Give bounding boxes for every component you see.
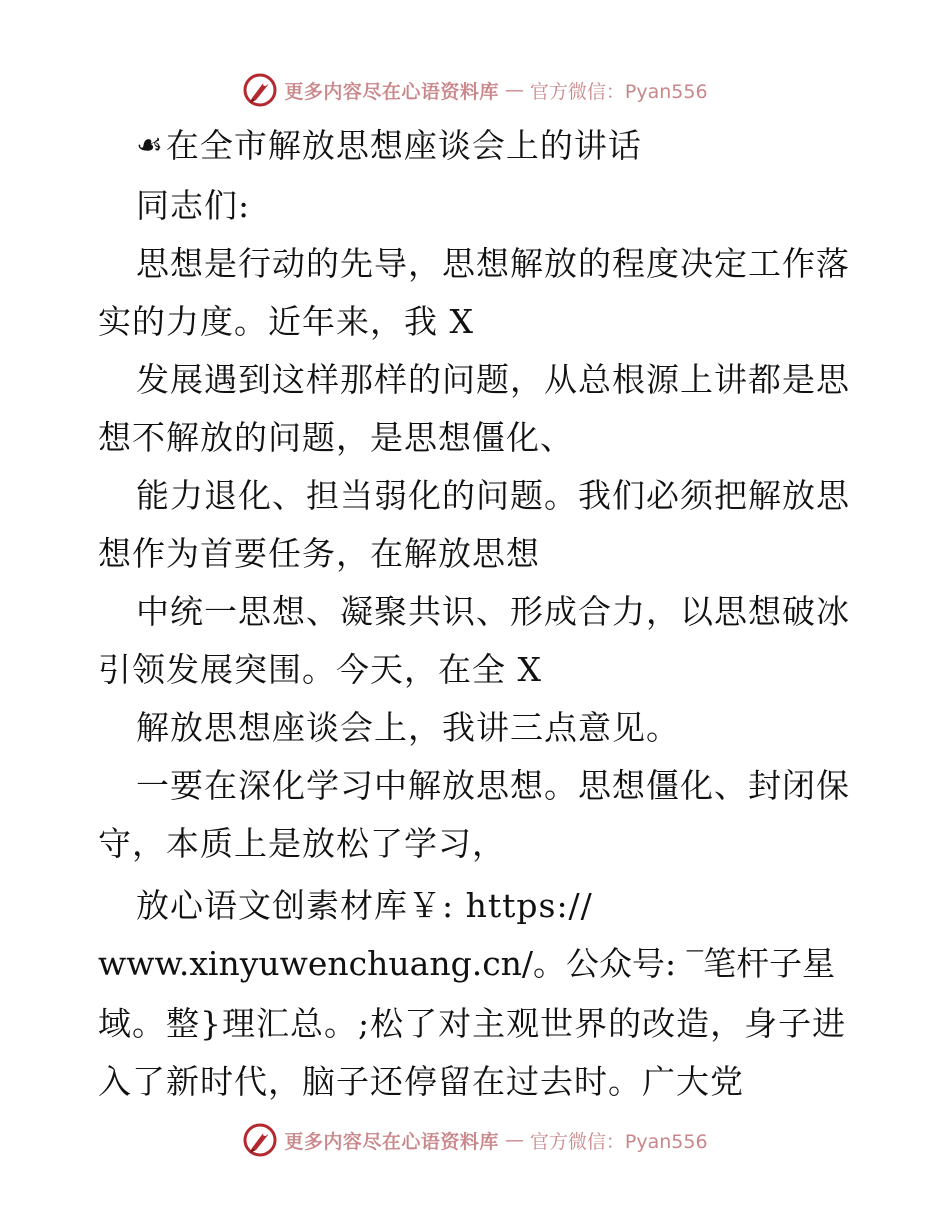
- document-title-line: [136, 126, 642, 166]
- text-line: 放心语文创素材库￥: https://: [136, 886, 593, 925]
- text-line: 思想是行动的先导，思想解放的程度决定工作落: [136, 244, 850, 283]
- pen-logo-icon: [242, 1122, 278, 1158]
- text-line: 域。整}理汇总。;松了对主观世界的改造，身子进: [98, 1004, 847, 1043]
- pen-logo-icon: [242, 72, 278, 108]
- text-line: 引领发展突围。今天，在全 X: [98, 650, 542, 689]
- footer-banner: [0, 1118, 950, 1162]
- text-line: 解放思想座谈会上，我讲三点意见。: [136, 708, 680, 747]
- text-line: 中统一思想、凝聚共识、形成合力，以思想破冰: [136, 592, 850, 631]
- text-line: 同志们:: [136, 186, 251, 225]
- text-line: 发展遇到这样那样的问题，从总根源上讲都是思: [136, 360, 850, 399]
- footer-banner-text: 更多内容尽在心语资料库: [284, 1130, 499, 1153]
- header-banner: [0, 68, 950, 112]
- footer-banner-contact: 官方微信：Pyan556: [529, 1130, 708, 1153]
- footer-banner-separator: —: [504, 1129, 524, 1151]
- text-line: 入了新时代，脑子还停留在过去时。广大党: [98, 1062, 744, 1101]
- header-banner-separator: —: [504, 79, 524, 101]
- header-banner-contact: 官方微信：Pyan556: [529, 80, 708, 103]
- document-title: 在全市解放思想座谈会上的讲话: [165, 126, 642, 165]
- text-line: 一要在深化学习中解放思想。思想僵化、封闭保: [136, 766, 850, 805]
- ornament-icon: ☙: [136, 128, 164, 163]
- text-line: 能力退化、担当弱化的问题。我们必须把解放思: [136, 476, 850, 515]
- text-line: 守，本质上是放松了学习，: [98, 824, 506, 863]
- text-line: 想作为首要任务，在解放思想: [98, 534, 540, 573]
- header-banner-text: 更多内容尽在心语资料库: [284, 80, 499, 103]
- text-line: 实的力度。近年来，我 X: [98, 302, 474, 341]
- text-line: www.xinyuwenchuang.cn/。公众号: ‾笔杆子星: [98, 944, 836, 983]
- text-line: 想不解放的问题，是思想僵化、: [98, 418, 574, 457]
